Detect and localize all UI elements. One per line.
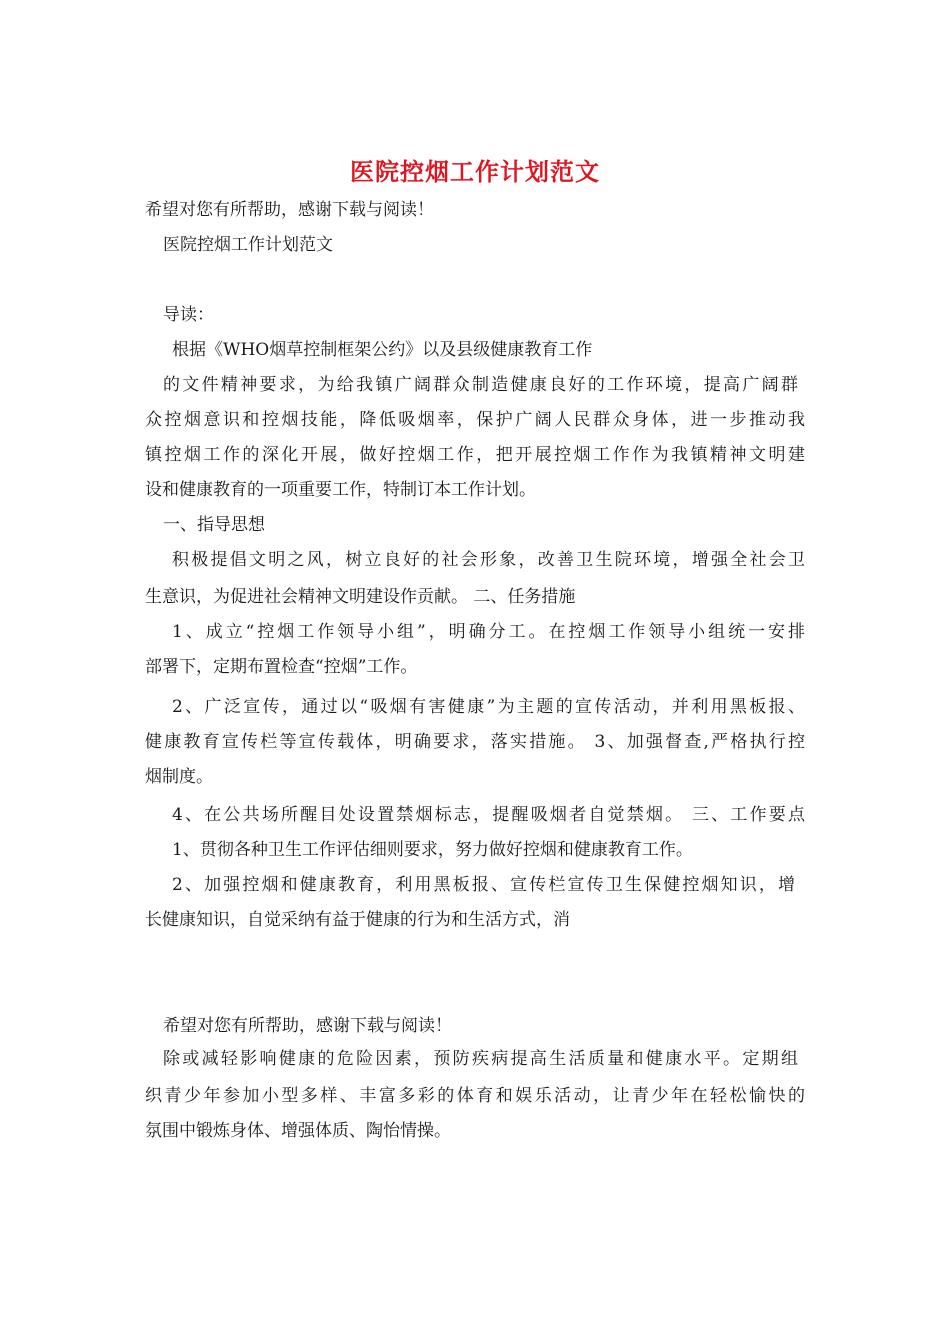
text-line: 氛围中锻炼身体、增强体质、陶怡情操。 [145, 1121, 451, 1141]
text-line: 1、成立“控烟工作领导小组”，明确分工。在控烟工作领导小组统一安排 [172, 622, 805, 642]
text-line: 生意识，为促进社会精神文明建设作贡献。 二、任务措施 [145, 587, 576, 607]
text-line: 健康教育宣传栏等宣传载体，明确要求，落实措施。 3、加强督查,严格执行控 [145, 732, 805, 752]
section-heading: 一、指导思想 [163, 515, 265, 535]
text-line: 4、在公共场所醒目处设置禁烟标志，提醒吸烟者自觉禁烟。 三、工作要点 [172, 805, 805, 825]
text-line: 导读： [163, 305, 214, 325]
text-line: 积极提倡文明之风，树立良好的社会形象，改善卫生院环境，增强全社会卫 [172, 550, 805, 570]
text-line: 长健康知识，自觉采纳有益于健康的行为和生活方式，消 [145, 910, 570, 930]
text-line: 设和健康教育的一项重要工作，特制订本工作计划。 [145, 480, 536, 500]
text-line: 2、广泛宣传，通过以“吸烟有害健康”为主题的宣传活动，并利用黑板报、 [172, 697, 805, 717]
text-line: 织青少年参加小型多样、丰富多彩的体育和娱乐活动，让青少年在轻松愉快的 [145, 1086, 805, 1106]
text-line: 众控烟意识和控烟技能，降低吸烟率，保护广阔人民群众身体，进一步推动我 [145, 410, 805, 430]
subtitle: 医院控烟工作计划范文 [163, 235, 333, 255]
document-title: 医院控烟工作计划范文 [350, 157, 600, 186]
text-line: 除或减轻影响健康的危险因素，预防疾病提高生活质量和健康水平。定期组 [163, 1049, 798, 1069]
text-line: 镇控烟工作的深化开展，做好控烟工作，把开展控烟工作作为我镇精神文明建 [145, 445, 805, 465]
text-line: 烟制度。 [145, 767, 213, 787]
text-line: 部署下，定期布置检查“控烟”工作。 [145, 657, 418, 677]
text-line: 1、贯彻各种卫生工作评估细则要求，努力做好控烟和健康教育工作。 [172, 840, 693, 860]
header-note: 希望对您有所帮助，感谢下载与阅读！ [145, 200, 434, 220]
text-line: 根据《WHO烟草控制框架公约》以及县级健康教育工作 [172, 340, 593, 360]
text-line: 2、加强控烟和健康教育，利用黑板报、宣传栏宣传卫生保健控烟知识，增 [172, 875, 795, 895]
text-line: 的文件精神要求，为给我镇广阔群众制造健康良好的工作环境，提高广阔群 [163, 375, 798, 395]
footer-note: 希望对您有所帮助，感谢下载与阅读！ [163, 1016, 452, 1036]
